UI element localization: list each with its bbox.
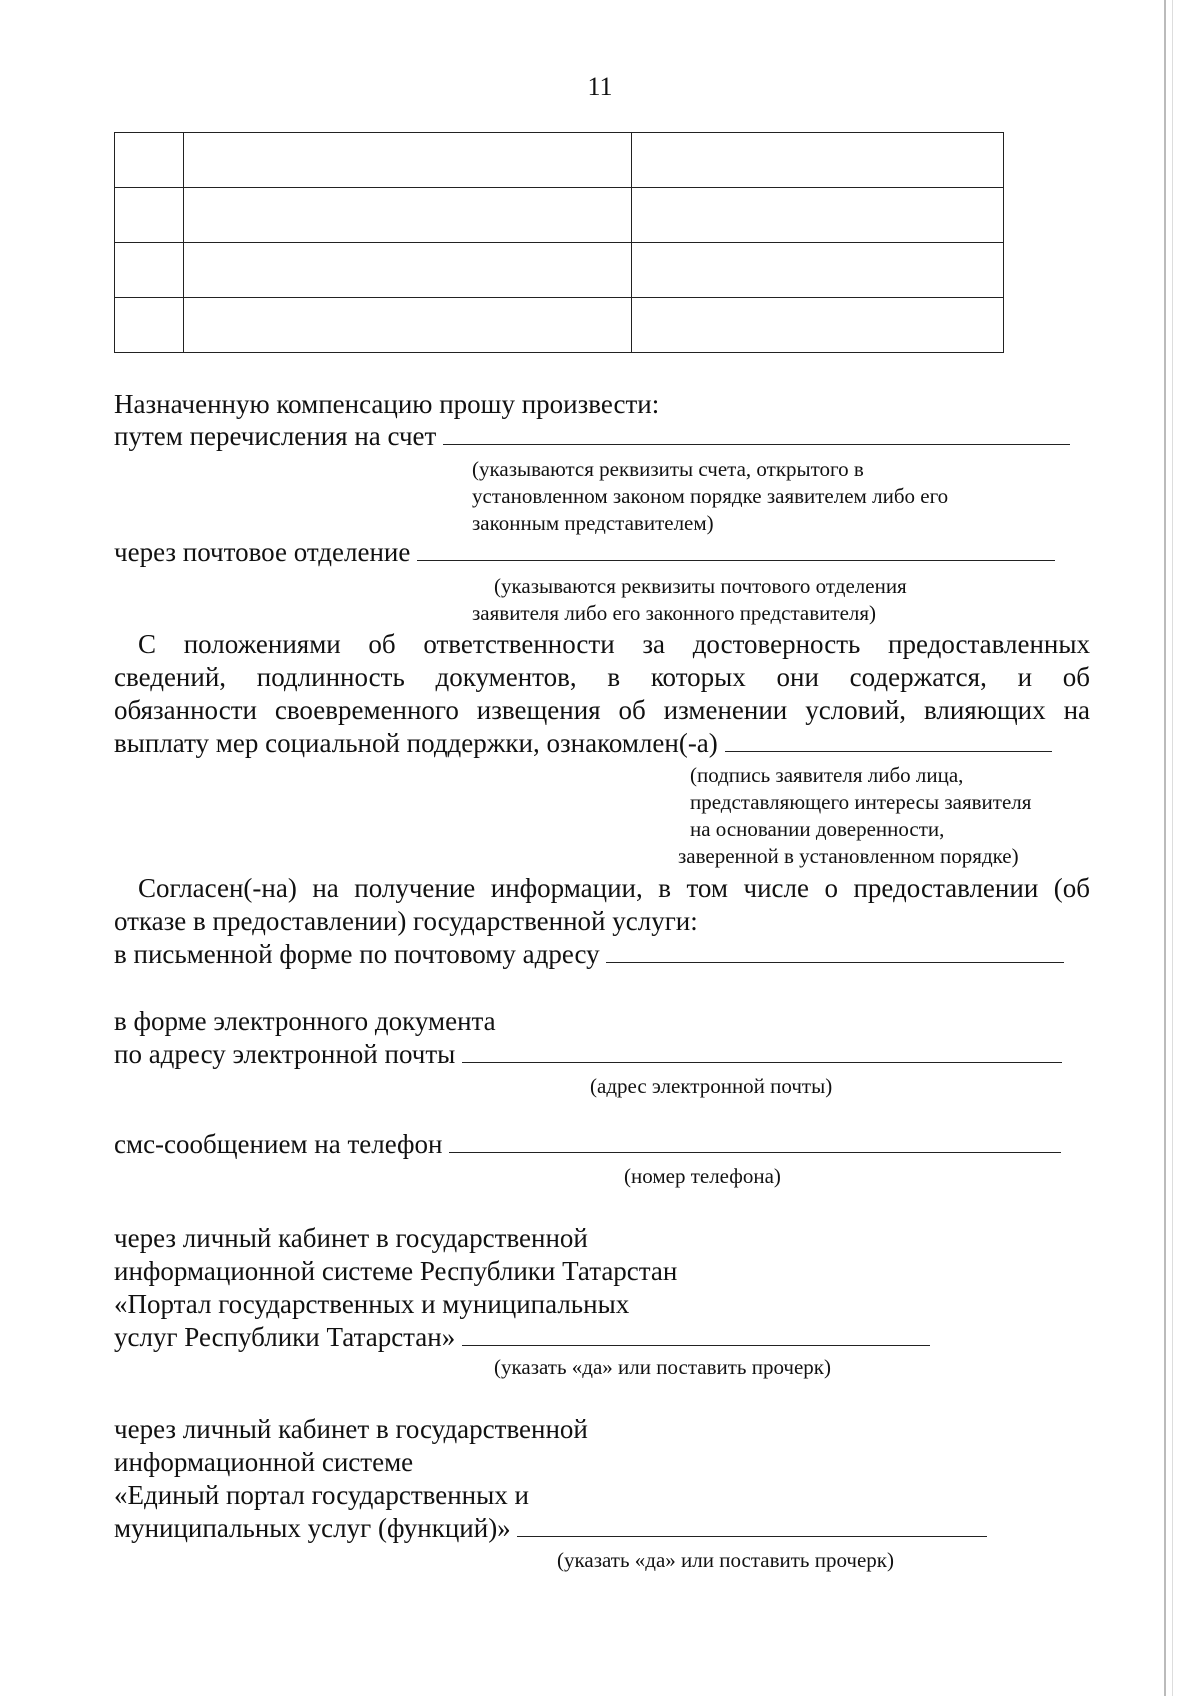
portal-epgu-note: (указать «да» или поставить прочерк) <box>557 1548 895 1572</box>
compensation-heading: Назначенную компенсацию прошу произвести: <box>114 389 660 419</box>
note-line: (указываются реквизиты счета, открытого в <box>472 457 864 481</box>
consent-post-label: в письменной форме по почтовому адресу <box>114 939 600 969</box>
responsibility-line-1: С положениями об ответственности за достоверность предоставленных <box>138 629 1090 659</box>
email-field[interactable] <box>462 1038 1062 1063</box>
email-label: по адресу электронной почты <box>114 1039 456 1069</box>
email-line-2 <box>114 1038 1062 1071</box>
account-label: путем перечисления на счет <box>114 421 437 451</box>
portal-rt-line-1: через личный кабинет в государственной <box>114 1223 588 1253</box>
consent-line-1: Согласен(-на) на получение информации, в том числе о предоставлении (об <box>138 873 1090 903</box>
post-office-field[interactable] <box>417 536 1055 561</box>
consent-line-2: отказе в предоставлении) государственной услуги: <box>114 906 698 936</box>
sms-label: смс-сообщением на телефон <box>114 1129 443 1159</box>
email-note: (адрес электронной почты) <box>590 1074 833 1098</box>
signature-note-3: на основании доверенности, <box>690 817 945 841</box>
account-note <box>472 456 948 537</box>
table-row <box>115 298 1004 353</box>
signature-note-4: заверенной в установленном порядке) <box>678 844 1019 868</box>
portal-epgu-field[interactable] <box>517 1512 987 1537</box>
table-cell[interactable] <box>115 298 184 353</box>
table-cell[interactable] <box>632 243 1004 298</box>
sms-note: (номер телефона) <box>624 1164 781 1188</box>
post-office-label: через почтовое отделение <box>114 537 411 567</box>
table-cell[interactable] <box>632 188 1004 243</box>
post-office-note-2 <box>472 600 876 627</box>
note-line: законным представителем) <box>472 511 714 535</box>
table-cell[interactable] <box>184 188 632 243</box>
signature-field[interactable] <box>725 727 1052 752</box>
table-cell[interactable] <box>184 133 632 188</box>
consent-post-line <box>114 938 1064 971</box>
account-field[interactable] <box>443 420 1070 445</box>
responsibility-last-text: выплату мер социальной поддержки, ознакомлен(-а) <box>114 728 718 758</box>
account-line <box>114 420 1070 453</box>
note-line: установленном законом порядке заявителем либо его <box>472 484 949 508</box>
note-line: заявителя либо его законного представителя) <box>472 601 877 625</box>
portal-epgu-line-3: «Единый портал государственных и <box>114 1480 529 1510</box>
responsibility-line-4 <box>114 727 1052 760</box>
portal-rt-field[interactable] <box>462 1321 930 1346</box>
portal-epgu-line-2: информационной системе <box>114 1447 414 1477</box>
signature-note-2: представляющего интересы заявителя <box>690 790 1032 814</box>
scan-edge-line <box>1164 0 1166 1696</box>
responsibility-line-3: обязанности своевременного извещения об изменении условий, влияющих на <box>114 695 1090 725</box>
page-number: 11 <box>587 72 613 101</box>
table-cell[interactable] <box>115 188 184 243</box>
responsibility-line-2: сведений, подлинность документов, в которых они содержатся, и об <box>114 662 1090 692</box>
portal-rt-line-3: «Портал государственных и муниципальных <box>114 1289 630 1319</box>
table-cell[interactable] <box>184 243 632 298</box>
post-office-line <box>114 536 1055 569</box>
phone-field[interactable] <box>449 1128 1061 1153</box>
table-cell[interactable] <box>632 133 1004 188</box>
post-office-note <box>494 573 907 600</box>
signature-note-1: (подпись заявителя либо лица, <box>690 763 964 787</box>
postal-address-field[interactable] <box>606 938 1064 963</box>
email-line-1: в форме электронного документа <box>114 1006 496 1036</box>
portal-epgu-line-4 <box>114 1512 987 1545</box>
note-line: (указываются реквизиты почтового отделения <box>494 574 907 598</box>
table-row <box>115 243 1004 298</box>
portal-rt-note: (указать «да» или поставить прочерк) <box>494 1355 832 1379</box>
table-cell[interactable] <box>115 243 184 298</box>
table-cell[interactable] <box>115 133 184 188</box>
table-cell[interactable] <box>632 298 1004 353</box>
table-cell[interactable] <box>184 298 632 353</box>
portal-epgu-line-1: через личный кабинет в государственной <box>114 1414 588 1444</box>
portal-rt-line-4 <box>114 1321 930 1354</box>
portal-rt-label: услуг Республики Татарстан» <box>114 1322 456 1352</box>
scan-edge-line-faint <box>1172 0 1173 1696</box>
portal-rt-line-2: информационной системе Республики Татарстан <box>114 1256 678 1286</box>
sms-line <box>114 1128 1061 1161</box>
portal-epgu-label: муниципальных услуг (функций)» <box>114 1513 511 1543</box>
table-row <box>115 133 1004 188</box>
form-table <box>114 132 1004 353</box>
table-row <box>115 188 1004 243</box>
